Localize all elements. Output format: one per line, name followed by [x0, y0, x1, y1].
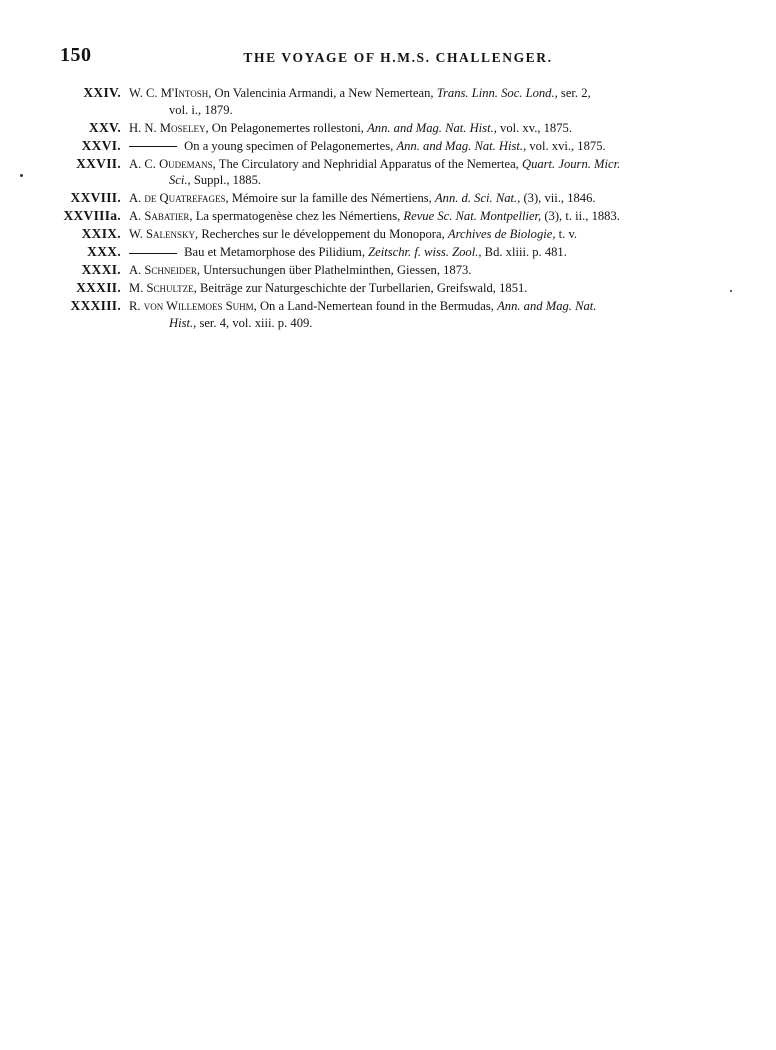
reference-details-continued: ser. 4, vol. xiii. p. 409. [196, 315, 313, 330]
reference-author: A. de Quatrefages, [129, 191, 229, 205]
reference-journal: Ann. and Mag. Nat. Hist., [396, 138, 527, 153]
reference-title: Bau et Metamorphose des Pilidium, [181, 245, 369, 259]
reference-numeral: XXVIIIa. [63, 208, 121, 223]
reference-numeral: XXXII. [76, 280, 121, 295]
reference-journal: Ann. d. Sci. Nat., [434, 191, 521, 205]
reference-title: La spermatogenèse chez les Némertiens, [192, 209, 404, 223]
reference-author: A. Sabatier, [129, 209, 193, 223]
reference-entry [20, 156, 734, 189]
reference-text [129, 156, 734, 173]
reference-entry [20, 244, 734, 261]
reference-numeral: XXIV. [83, 85, 121, 100]
ditto-dash [129, 146, 177, 147]
reference-journal: Quart. Journ. Micr. [521, 156, 621, 171]
reference-entry [20, 226, 734, 243]
reference-details: (3), vii., 1846. [520, 191, 596, 205]
reference-text [129, 244, 734, 261]
reference-title: Beiträge zur Naturgeschichte der Turbellarien, Greifswald, 1851. [196, 281, 528, 295]
reference-title: Recherches sur le développement du Monopora, [198, 227, 448, 241]
reference-numeral: XXIX. [81, 226, 121, 241]
reference-journal: Ann. and Mag. Nat. [497, 299, 597, 313]
reference-author: M. Schultze, [129, 281, 197, 295]
reference-journal: Zeitschr. f. wiss. Zool., [368, 245, 482, 259]
print-speck [730, 290, 732, 292]
reference-entry [20, 280, 734, 297]
reference-numeral: XXXIII. [70, 298, 121, 313]
reference-continuation [129, 172, 734, 189]
reference-title: On Valencinia Armandi, a New Nemertean, [211, 86, 437, 100]
reference-text [129, 262, 734, 279]
reference-details: Bd. xliii. p. 481. [481, 245, 567, 259]
reference-title: On a Land-Nemertean found in the Bermudas, [256, 299, 498, 313]
reference-journal-continued: Sci., [169, 173, 191, 187]
bibliography-list [20, 85, 734, 333]
reference-text [129, 120, 734, 137]
reference-entry [20, 190, 734, 207]
page-number: 150 [60, 44, 92, 66]
page-header [60, 44, 736, 68]
reference-numeral: XXVII. [76, 155, 121, 171]
reference-numeral: XXV. [88, 119, 121, 135]
reference-text [129, 208, 734, 225]
reference-title: The Circulatory and Nephridial Apparatus of the Nemertea, [215, 156, 522, 171]
reference-journal: Revue Sc. Nat. Montpellier, [403, 209, 542, 223]
reference-title: On Pelagonemertes rollestoni, [208, 120, 368, 135]
reference-entry [20, 138, 734, 155]
reference-numeral: XXVIII. [70, 190, 121, 205]
reference-details-continued: vol. i., 1879. [169, 102, 233, 117]
reference-text [129, 226, 734, 243]
reference-author: A. C. Oudemans, [129, 156, 216, 171]
reference-entry [20, 85, 734, 118]
reference-author: W. Salensky, [129, 227, 199, 241]
running-title: THE VOYAGE OF H.M.S. CHALLENGER. [243, 50, 553, 65]
reference-text [129, 298, 734, 315]
reference-text [129, 138, 734, 155]
reference-details: (3), t. ii., 1883. [541, 209, 620, 223]
reference-entry [20, 262, 734, 279]
reference-journal: Archives de Biologie, [447, 227, 556, 241]
reference-continuation [129, 315, 734, 332]
reference-entry [20, 208, 734, 225]
reference-author: W. C. M'Intosh, [129, 86, 212, 100]
reference-text [129, 85, 734, 102]
reference-details: vol. xvi., 1875. [526, 138, 606, 153]
print-speck [20, 174, 23, 177]
reference-title: On a young specimen of Pelagonemertes, [181, 138, 397, 153]
reference-details: vol. xv., 1875. [496, 120, 572, 135]
reference-numeral: XXX. [87, 244, 121, 259]
reference-author: H. N. Moseley, [129, 120, 209, 135]
ditto-dash [129, 253, 177, 254]
reference-text [129, 280, 734, 297]
reference-entry [20, 298, 734, 331]
reference-title: Untersuchungen über Plathelminthen, Giessen, 1873. [200, 263, 472, 277]
reference-details-continued: Suppl., 1885. [190, 173, 262, 187]
reference-author: A. Schneider, [129, 263, 201, 277]
reference-journal: Trans. Linn. Soc. Lond., [436, 86, 558, 100]
reference-journal-continued: Hist., [169, 315, 197, 330]
reference-text [129, 190, 734, 207]
reference-numeral: XXXI. [81, 262, 121, 277]
reference-entry [20, 120, 734, 137]
reference-continuation [129, 102, 734, 119]
reference-journal: Ann. and Mag. Nat. Hist., [367, 120, 497, 135]
reference-title: Mémoire sur la famille des Némertiens, [228, 191, 435, 205]
reference-details: t. v. [555, 227, 578, 241]
reference-author: R. von Willemoes Suhm, [129, 299, 257, 313]
reference-numeral: XXVI. [81, 137, 121, 153]
reference-details: ser. 2, [557, 86, 591, 100]
